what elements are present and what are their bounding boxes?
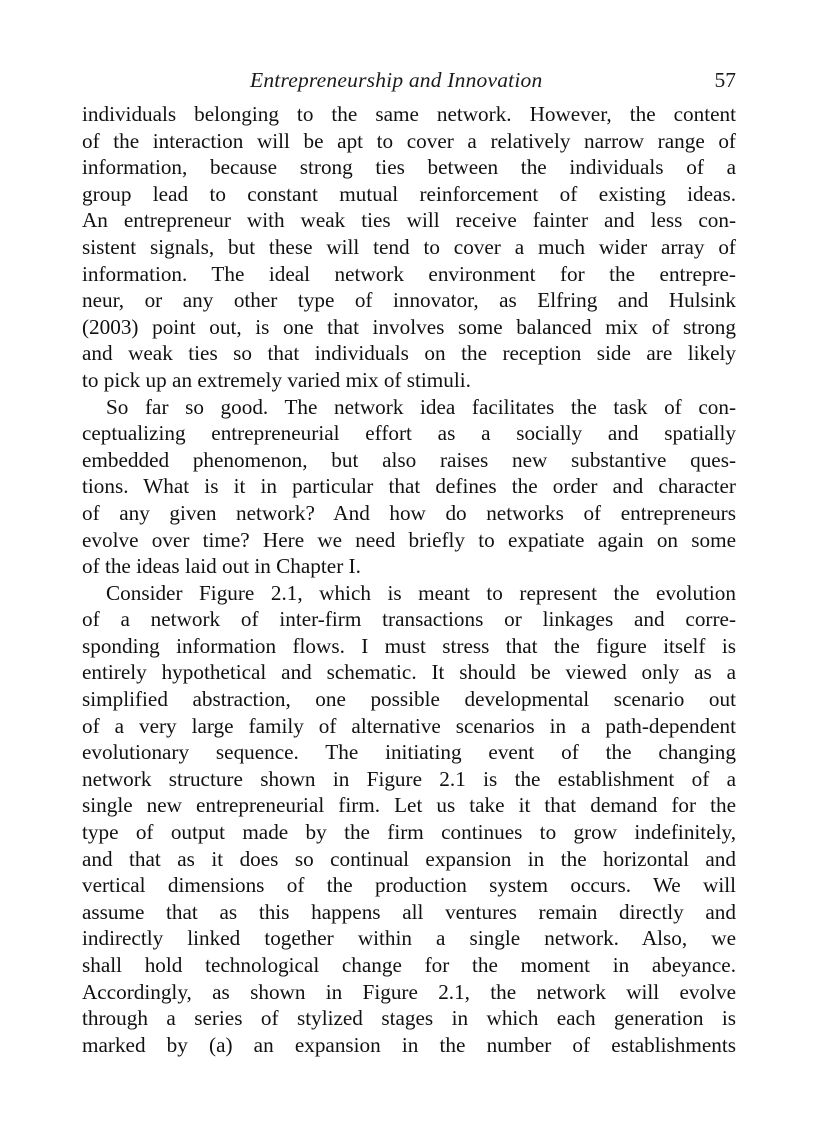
text-line: ceptualizing entrepreneurial effort as a socially and spatially xyxy=(82,421,736,446)
running-title: Entrepreneurship and Innovation xyxy=(250,68,543,92)
text-line: of the ideas laid out in Chapter I. xyxy=(82,554,361,579)
text-line: information, because strong ties between the individuals of a xyxy=(82,155,736,180)
text-line: (2003) point out, is one that involves some balanced mix of strong xyxy=(82,314,736,339)
paragraph-network-idea xyxy=(82,394,736,580)
text-line: to pick up an extremely varied mix of stimuli. xyxy=(82,367,471,392)
text-line: of a network of inter-firm transactions or linkages and corre- xyxy=(82,607,736,632)
text-line: indirectly linked together within a single network. Also, we xyxy=(82,926,736,951)
text-line: neur, or any other type of innovator, as Elfring and Hulsink xyxy=(82,288,736,313)
text-line: sistent signals, but these will tend to cover a much wider array of xyxy=(82,234,736,259)
body-text xyxy=(82,101,736,1058)
text-line: information. The ideal network environment for the entrepre- xyxy=(82,261,736,286)
text-line: of a very large family of alternative scenarios in a path-dependent xyxy=(82,713,736,738)
running-header xyxy=(82,68,736,96)
paragraph-network-ties xyxy=(82,101,736,394)
text-line: So far so good. The network idea facilitates the task of con- xyxy=(106,394,736,419)
text-line: network structure shown in Figure 2.1 is the establishment of a xyxy=(82,766,736,791)
text-line: and weak ties so that individuals on the reception side are likely xyxy=(82,341,736,366)
page-number: 57 xyxy=(714,68,736,92)
text-line: individuals belonging to the same network. However, the content xyxy=(82,102,736,126)
text-line: entirely hypothetical and schematic. It should be viewed only as a xyxy=(82,660,736,685)
text-line: tions. What is it in particular that defines the order and character xyxy=(82,474,736,499)
text-line: vertical dimensions of the production system occurs. We will xyxy=(82,873,736,898)
text-line: type of output made by the firm continues to grow indefinitely, xyxy=(82,820,736,845)
text-line: single new entrepreneurial firm. Let us take it that demand for the xyxy=(82,793,736,818)
text-line: Accordingly, as shown in Figure 2.1, the network will evolve xyxy=(82,979,736,1004)
text-line: simplified abstraction, one possible developmental scenario out xyxy=(82,687,736,712)
text-line: shall hold technological change for the moment in abeyance. xyxy=(82,953,736,977)
text-line: and that as it does so continual expansion in the horizontal and xyxy=(82,846,736,871)
text-line: assume that as this happens all ventures remain directly and xyxy=(82,899,736,924)
text-line: of any given network? And how do networks of entrepreneurs xyxy=(82,500,736,525)
text-line: An entrepreneur with weak ties will receive fainter and less con- xyxy=(82,208,736,233)
paragraph-figure-discussion xyxy=(82,580,736,1059)
text-line: sponding information flows. I must stress that the figure itself is xyxy=(82,633,736,658)
text-line: marked by (a) an expansion in the number of establishments xyxy=(82,1032,736,1057)
text-line: embedded phenomenon, but also raises new substantive ques- xyxy=(82,447,736,472)
text-line: group lead to constant mutual reinforcement of existing ideas. xyxy=(82,181,736,206)
text-line: of the interaction will be apt to cover a relatively narrow range of xyxy=(82,128,736,153)
text-line: Consider Figure 2.1, which is meant to represent the evolution xyxy=(106,580,736,605)
text-line: evolutionary sequence. The initiating event of the changing xyxy=(82,740,736,765)
text-line: evolve over time? Here we need briefly to expatiate again on some xyxy=(82,527,736,552)
text-line: through a series of stylized stages in which each generation is xyxy=(82,1006,736,1031)
